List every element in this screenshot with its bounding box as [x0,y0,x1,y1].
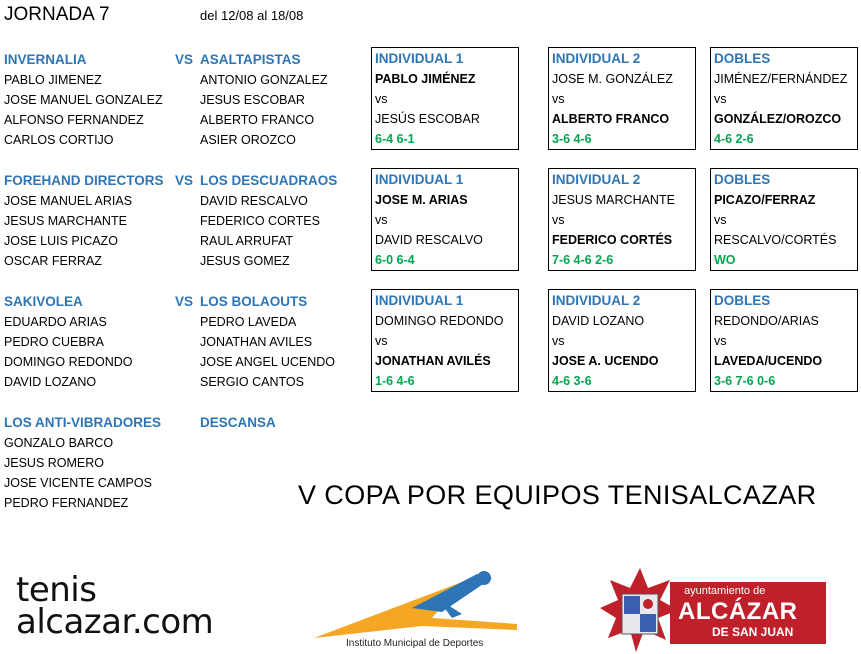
away-player: JESUS ESCOBAR [200,93,305,107]
match-score: 3-6 7-6 0-6 [714,374,776,388]
match-vs-label: vs [375,213,388,227]
match-player-b: GONZÁLEZ/OROZCO [714,112,842,126]
match-score: 6-4 6-1 [375,132,415,146]
away-player: JONATHAN AVILES [200,335,313,349]
ayuntamiento-line2: ALCÁZAR [678,598,798,625]
match-score: 6-0 6-4 [375,253,415,267]
match-vs-label: vs [375,334,388,348]
match-box-individual2 [548,289,696,392]
vs-label: VS [175,294,194,309]
home-player: CARLOS CORTIJO [4,133,114,147]
match-vs-label: vs [714,92,727,106]
ayuntamiento-line1: ayuntamiento de [684,585,766,597]
resting-player: JOSE VICENTE CAMPOS [4,476,152,490]
home-player: ALFONSO FERNANDEZ [4,113,144,127]
resting-label: DESCANSA [200,415,276,430]
match-label: DOBLES [714,172,771,187]
coat-of-arms-icon [600,566,680,654]
match-label: DOBLES [714,293,771,308]
home-team-name: INVERNALIA [4,52,87,67]
match-vs-label: vs [714,213,727,227]
home-player: EDUARDO ARIAS [4,315,107,329]
home-player: DAVID LOZANO [4,375,97,389]
home-player: JOSE LUIS PICAZO [4,234,118,248]
match-player-b: FEDERICO CORTÉS [552,233,673,247]
away-player: ANTONIO GONZALEZ [200,73,328,87]
away-player: JOSE ANGEL UCENDO [200,355,335,369]
match-label: INDIVIDUAL 2 [552,293,641,308]
imd-logo-caption: Instituto Municipal de Deportes [346,638,484,649]
home-team-name: SAKIVOLEA [4,294,83,309]
tenisalcazar-logo-line1: tenis [16,570,97,610]
match-score: 1-6 4-6 [375,374,415,388]
home-player: PABLO JIMENEZ [4,73,102,87]
away-player: JESUS GOMEZ [200,254,290,268]
match-player-a: PICAZO/FERRAZ [714,193,816,207]
imd-swoosh-icon [312,568,527,640]
match-label: DOBLES [714,51,771,66]
match-label: INDIVIDUAL 1 [375,172,464,187]
match-score: 4-6 2-6 [714,132,754,146]
away-team-name: ASALTAPISTAS [200,52,301,67]
vs-label: VS [175,173,194,188]
match-box-individual1 [371,168,519,271]
away-player: ASIER OROZCO [200,133,296,147]
match-player-b: LAVEDA/UCENDO [714,354,823,368]
resting-player: JESUS ROMERO [4,456,105,470]
match-player-a: JESUS MARCHANTE [552,193,675,207]
match-player-b: RESCALVO/CORTÉS [714,233,837,247]
match-player-a: DAVID LOZANO [552,314,645,328]
resting-team-name: LOS ANTI-VIBRADORES [4,415,162,430]
match-box-individual1 [371,289,519,392]
tenisalcazar-logo [14,572,249,642]
match-box-individual2 [548,168,696,271]
ayuntamiento-logo [600,566,840,654]
match-player-b: DAVID RESCALVO [375,233,483,247]
away-player: ALBERTO FRANCO [200,113,315,127]
away-team-name: LOS BOLAOUTS [200,294,308,309]
away-player: SERGIO CANTOS [200,375,304,389]
match-box-individual1 [371,47,519,150]
match-label: INDIVIDUAL 2 [552,51,641,66]
match-label: INDIVIDUAL 1 [375,51,464,66]
match-vs-label: vs [552,92,565,106]
match-vs-label: vs [552,334,565,348]
home-team-name: FOREHAND DIRECTORS [4,173,164,188]
match-label: INDIVIDUAL 1 [375,293,464,308]
resting-player: PEDRO FERNANDEZ [4,496,129,510]
ayuntamiento-line3: DE SAN JUAN [712,625,794,639]
date-range: del 12/08 al 18/08 [200,8,304,23]
vs-label: VS [175,52,194,67]
match-player-b: JESÚS ESCOBAR [375,112,480,126]
match-player-a: JOSE M. GONZÁLEZ [552,72,673,86]
away-team-name: LOS DESCUADRAOS [200,173,338,188]
match-vs-label: vs [714,334,727,348]
match-player-a: REDONDO/ARIAS [714,314,819,328]
imd-logo [312,568,527,654]
away-player: RAUL ARRUFAT [200,234,294,248]
home-player: PEDRO CUEBRA [4,335,105,349]
competition-title: V COPA POR EQUIPOS TENISALCAZAR [298,480,817,510]
away-player: DAVID RESCALVO [200,194,308,208]
home-player: DOMINGO REDONDO [4,355,133,369]
match-label: INDIVIDUAL 2 [552,172,641,187]
resting-player: GONZALO BARCO [4,436,114,450]
match-box-individual2 [548,47,696,150]
home-player: JOSE MANUEL ARIAS [4,194,133,208]
match-score: 4-6 3-6 [552,374,592,388]
match-score: WO [714,253,736,267]
page-title: JORNADA 7 [4,4,110,25]
match-player-b: JOSE A. UCENDO [552,354,659,368]
away-player: FEDERICO CORTES [200,214,320,228]
away-player: PEDRO LAVEDA [200,315,297,329]
match-vs-label: vs [375,92,388,106]
home-player: OSCAR FERRAZ [4,254,102,268]
match-player-a: DOMINGO REDONDO [375,314,504,328]
match-box-dobles [710,289,858,392]
match-player-a: PABLO JIMÉNEZ [375,72,476,86]
home-player: JESUS MARCHANTE [4,214,127,228]
match-box-dobles [710,168,858,271]
home-player: JOSE MANUEL GONZALEZ [4,93,163,107]
match-score: 3-6 4-6 [552,132,592,146]
match-player-a: JOSE M. ARIAS [375,193,468,207]
match-vs-label: vs [552,213,565,227]
match-player-b: JONATHAN AVILÉS [375,354,491,368]
match-player-b: ALBERTO FRANCO [552,112,670,126]
tenisalcazar-logo-line2: alcazar.com [16,602,214,642]
match-score: 7-6 4-6 2-6 [552,253,614,267]
match-player-a: JIMÉNEZ/FERNÁNDEZ [714,72,848,86]
match-box-dobles [710,47,858,150]
